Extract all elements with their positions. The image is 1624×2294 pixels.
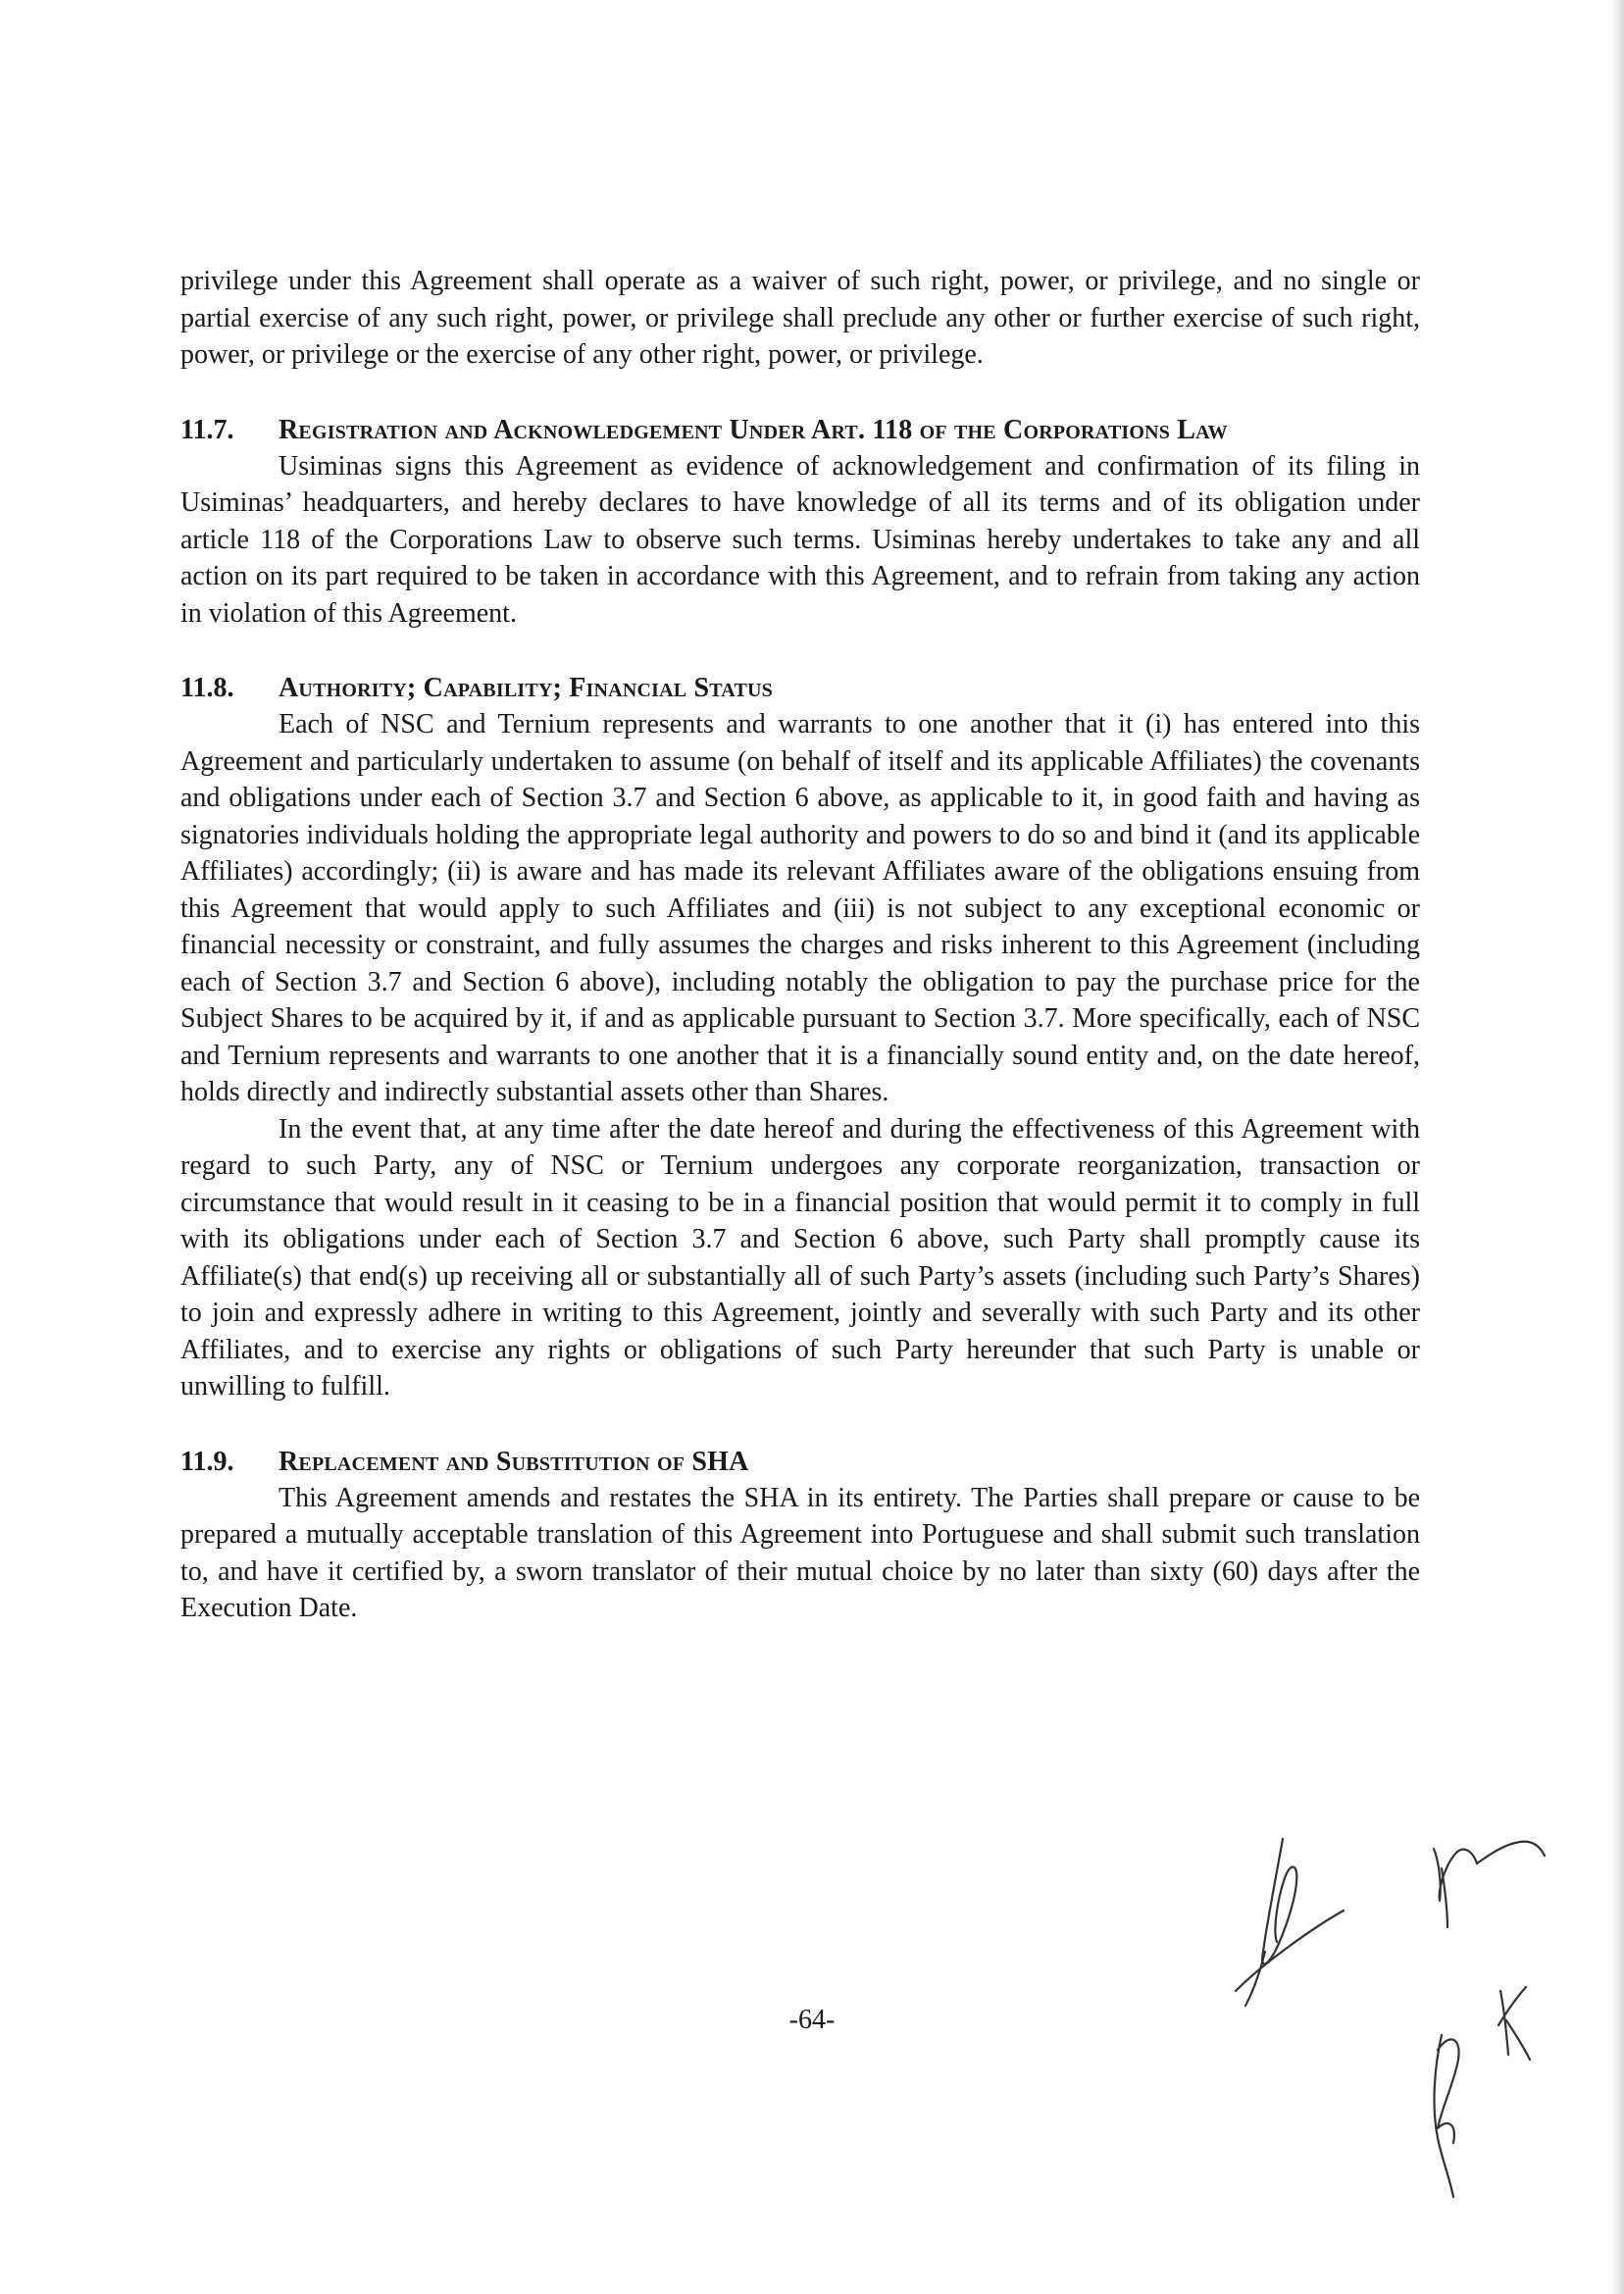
- page-number: -64-: [788, 2005, 836, 2035]
- initials-mark-2-end: [1477, 1842, 1545, 1863]
- document-body: [180, 263, 1420, 1627]
- initials-mark-3-loop: [1438, 2039, 1459, 2143]
- continued-paragraph: privilege under this Agreement shall operate as a waiver of such right, power, or privilege, and no single or partial exercise of any such right, power, or privilege shall preclude any other or further exercise of such right, power, or privilege or the exercise of any other right, power, or privilege.: [180, 266, 1420, 370]
- section-11-9-paragraph: This Agreement amends and restates the SHA in its entirety. The Parties shall prepare or cause to be prepared a mutually acceptable translation of this Agreement into Portuguese and shall submit such translation to, and have it certified by, a sworn translator of their mutual choice by no later than sixty (60) days after the Execution Date.: [180, 1482, 1420, 1623]
- section-11-8-paragraph-2: In the event that, at any time after the date hereof and during the effectiveness of this Agreement with regard to such Party, any of NSC or Ternium undergoes any corporate reorganization, transaction or circumstance that would result in it ceasing to be in a financial position that would permit it to comply in full with its obligations under each of Section 3.7 and Section 6 above, such Party shall promptly cause its Affiliate(s) that end(s) up receiving all or substantially all of such Party’s assets (including such Party’s Shares) to join and expressly adhere in writing to this Agreement, jointly and severally with such Party and its other Affiliates, and to exercise any rights or obligations of such Party hereunder that such Party is unable or unwilling to fulfill.: [180, 1113, 1420, 1402]
- section-title: Authority; Capability; Financial Status: [279, 673, 773, 703]
- section-number: 11.7.: [180, 414, 234, 445]
- handwritten-initials: [1206, 1795, 1599, 2207]
- section-heading-11-9: [180, 1445, 1420, 1480]
- section-title: Replacement and Substitution of SHA: [279, 1446, 749, 1477]
- initials-mark-2-stem: [1442, 1868, 1447, 1927]
- initials-mark-1-stroke: [1236, 1911, 1344, 1991]
- section-heading-11-7: [180, 413, 1420, 448]
- page-edge-shadow: [1610, 0, 1624, 2294]
- section-number: 11.8.: [180, 673, 234, 703]
- section-title: Registration and Acknowledgement Under Art. 118 of the Corporations Law: [279, 414, 1228, 445]
- initials-mark-2: [1434, 1849, 1477, 1901]
- section-11-7-paragraph: Usiminas signs this Agreement as evidence of acknowledgement and confirmation of its filing in Usiminas’ headquarters, and hereby declares to have knowledge of all its terms and of its obligation under article 118 of the Corporations Law to observe such terms. Usiminas hereby undertakes to take any and all action on its part required to be taken in accordance with this Agreement, and to refrain from taking any action in violation of this Agreement.: [180, 450, 1420, 629]
- initials-mark-3: [1435, 2035, 1453, 2197]
- section-heading-11-8: [180, 671, 1420, 706]
- initials-mark-4-arm: [1506, 2020, 1530, 2060]
- section-11-8-paragraph-1: Each of NSC and Ternium represents and warrants to one another that it (i) has entered into this Agreement and particularly undertaken to assume (on behalf of itself and its applicable Affiliates) the covenants and obligations under each of Section 3.7 and Section 6 above, as applicable to it, in good faith and having as signatories individuals holding the appropriate legal authority and powers to do so and bind it (and its applicable Affiliates) accordingly; (ii) is aware and has made its relevant Affiliates aware of the obligations ensuing from this Agreement that would apply to such Affiliates and (iii) is not subject to any exceptional economic or financial necessity or constraint, and fully assumes the charges and risks inherent to this Agreement (including each of Section 3.7 and Section 6 above), including notably the obligation to pay the purchase price for the Subject Shares to be acquired by it, if and as applicable pursuant to Section 3.7. More specifically, each of NSC and Ternium represents and warrants to one another that it is a financially sound entity and, on the date hereof, holds directly and indirectly substantial assets other than Shares.: [180, 709, 1420, 1107]
- section-number: 11.9.: [180, 1446, 234, 1477]
